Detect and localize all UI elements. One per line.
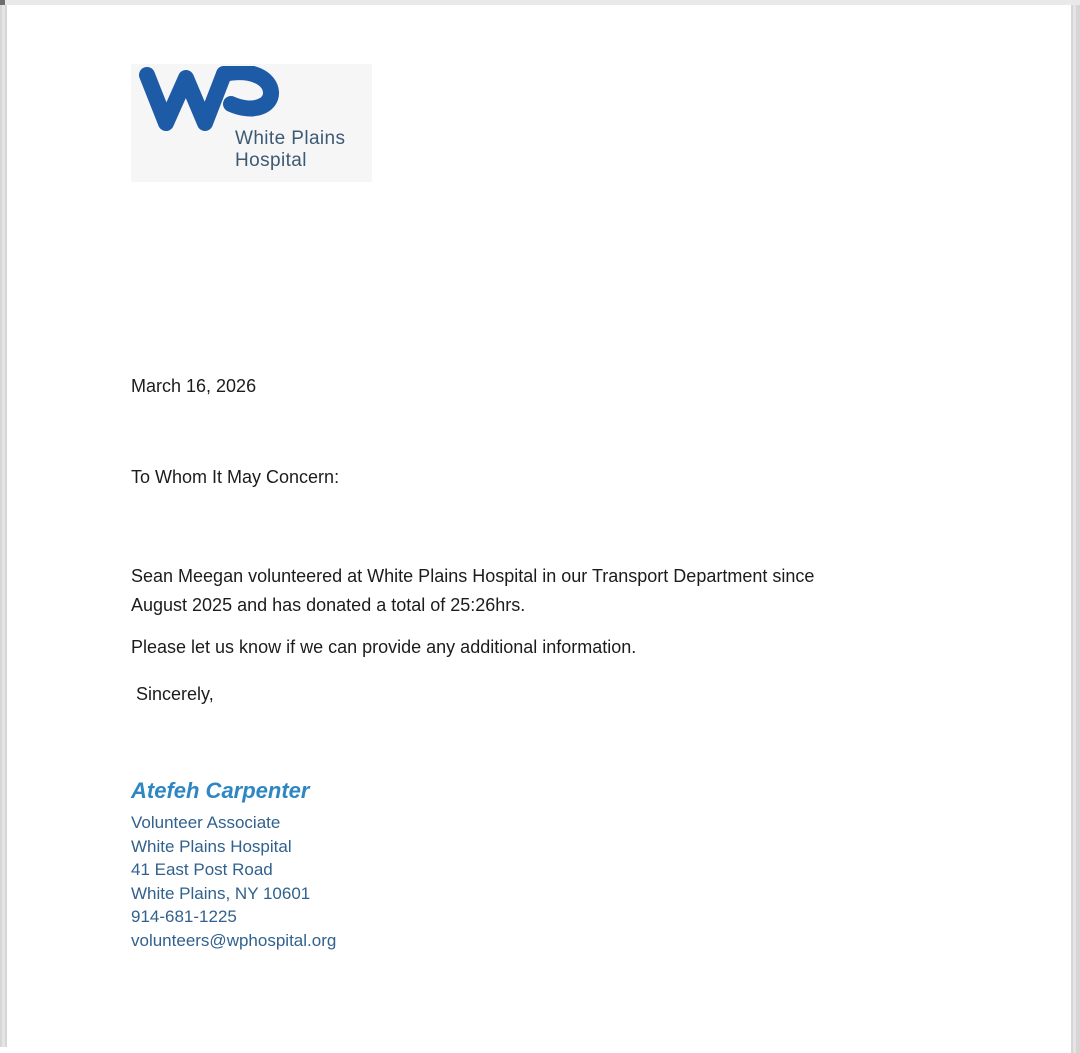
logo-name-line1: White Plains bbox=[235, 128, 346, 149]
signature-phone: 914-681-1225 bbox=[131, 907, 237, 926]
letter-body-line1: Sean Meegan volunteered at White Plains Hospital in our Transport Department since bbox=[131, 566, 815, 586]
letter-body-paragraph bbox=[131, 562, 814, 619]
wp-monogram-icon bbox=[137, 66, 297, 132]
letter-date: March 16, 2026 bbox=[131, 376, 257, 396]
white-plains-hospital-logo bbox=[131, 64, 372, 182]
scan-edge-right bbox=[1071, 5, 1080, 1053]
signature-block bbox=[131, 778, 336, 952]
signature-address-line2: White Plains, NY 10601 bbox=[131, 883, 311, 903]
signature-address-line1: 41 East Post Road bbox=[131, 860, 273, 879]
letter-closing: Sincerely, bbox=[136, 684, 214, 704]
letter-salutation: To Whom It May Concern: bbox=[131, 467, 340, 487]
scan-edge-left bbox=[0, 5, 7, 1047]
signature-organization: White Plains Hospital bbox=[131, 836, 292, 856]
letter-request-line: Please let us know if we can provide any additional information. bbox=[131, 637, 637, 657]
scan-edge-top bbox=[0, 0, 1080, 5]
letter-body-line2: August 2025 and has donated a total of 25:26hrs. bbox=[131, 594, 526, 615]
signature-email: volunteers@wphospital.org bbox=[131, 930, 337, 950]
logo-name-line2: Hospital bbox=[235, 150, 307, 171]
signature-title: Volunteer Associate bbox=[131, 813, 281, 832]
logo-wordmark bbox=[235, 128, 345, 172]
signature-name: Atefeh Carpenter bbox=[131, 778, 310, 803]
